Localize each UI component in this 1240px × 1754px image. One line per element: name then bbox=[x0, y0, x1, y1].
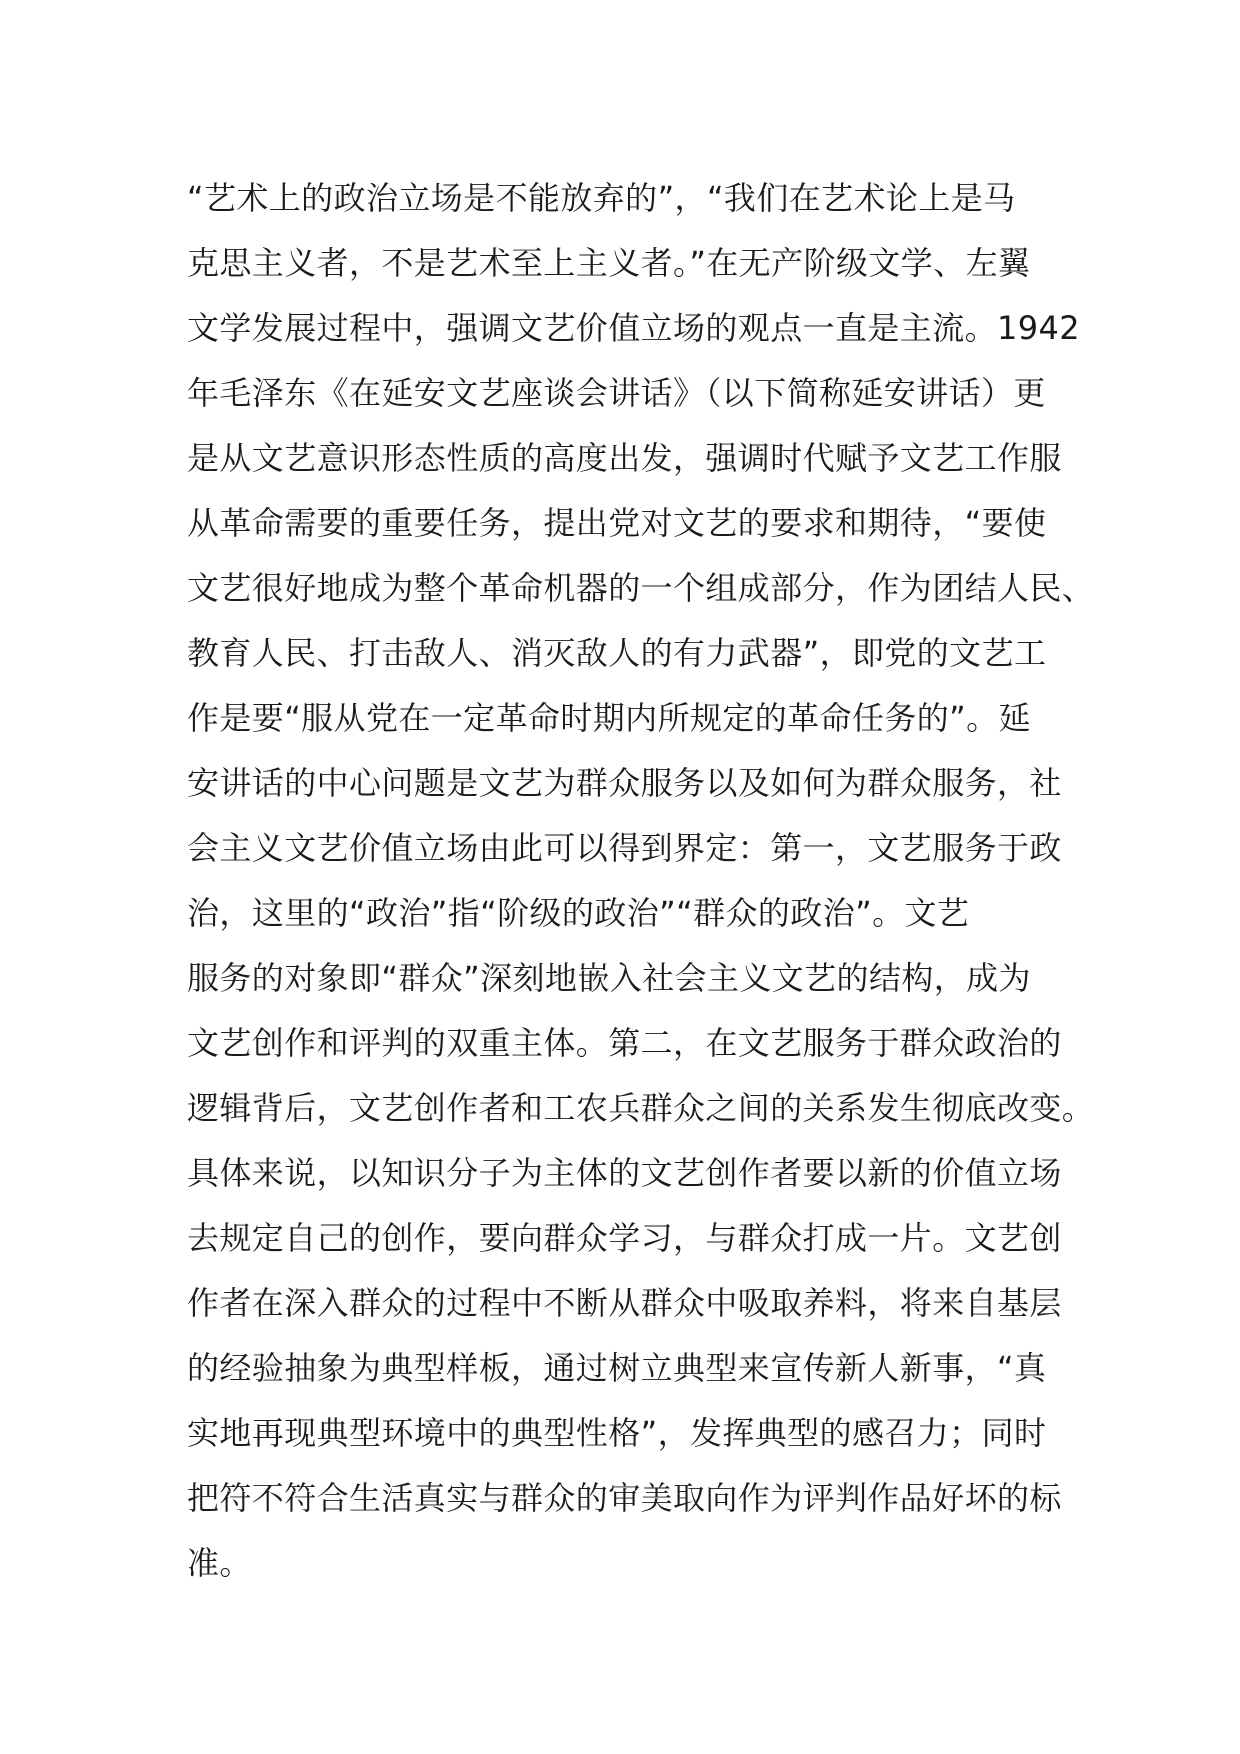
text-line: “艺术上的政治立场是不能放弃的”，“我们在艺术论上是马 bbox=[187, 179, 1016, 217]
text-line: 是从文艺意识形态性质的高度出发，强调时代赋予文艺工作服 bbox=[187, 439, 1062, 477]
text-line: 教育人民、打击敌人、消灭敌人的有力武器”，即党的文艺工 bbox=[187, 634, 1047, 672]
text-line: 实地再现典型环境中的典型性格”，发挥典型的感召力；同时 bbox=[187, 1414, 1047, 1452]
body-paragraph bbox=[187, 166, 1095, 1596]
text-line: 文艺很好地成为整个革命机器的一个组成部分，作为团结人民、 bbox=[187, 569, 1095, 607]
text-line: 的经验抽象为典型样板，通过树立典型来宣传新人新事，“真 bbox=[187, 1349, 1047, 1387]
text-line: 治，这里的“政治”指“阶级的政治”“群众的政治”。文艺 bbox=[187, 894, 970, 932]
text-line: 具体来说，以知识分子为主体的文艺创作者要以新的价值立场 bbox=[187, 1154, 1062, 1192]
text-line: 会主义文艺价值立场由此可以得到界定：第一，文艺服务于政 bbox=[187, 829, 1062, 867]
text-line: 年毛泽东《在延安文艺座谈会讲话》（以下简称延安讲话）更 bbox=[187, 374, 1046, 412]
text-line: 去规定自己的创作，要向群众学习，与群众打成一片。文艺创 bbox=[187, 1219, 1062, 1257]
text-line: 作是要“服从党在一定革命时期内所规定的革命任务的”。延 bbox=[187, 699, 1031, 737]
text-line: 服务的对象即“群众”深刻地嵌入社会主义文艺的结构，成为 bbox=[187, 959, 1031, 997]
text-line: 文艺创作和评判的双重主体。第二，在文艺服务于群众政治的 bbox=[187, 1024, 1062, 1062]
text-line: 文学发展过程中，强调文艺价值立场的观点一直是主流。1942 bbox=[187, 309, 1081, 347]
text-line: 作者在深入群众的过程中不断从群众中吸取养料，将来自基层 bbox=[187, 1284, 1062, 1322]
text-line: 克思主义者，不是艺术至上主义者。”在无产阶级文学、左翼 bbox=[187, 244, 1031, 282]
text-line: 准。 bbox=[187, 1544, 252, 1582]
text-line: 安讲话的中心问题是文艺为群众服务以及如何为群众服务，社 bbox=[187, 764, 1062, 802]
text-line: 从革命需要的重要任务，提出党对文艺的要求和期待，“要使 bbox=[187, 504, 1047, 542]
text-line: 逻辑背后，文艺创作者和工农兵群众之间的关系发生彻底改变。 bbox=[187, 1089, 1095, 1127]
text-line: 把符不符合生活真实与群众的审美取向作为评判作品好坏的标 bbox=[187, 1479, 1062, 1517]
